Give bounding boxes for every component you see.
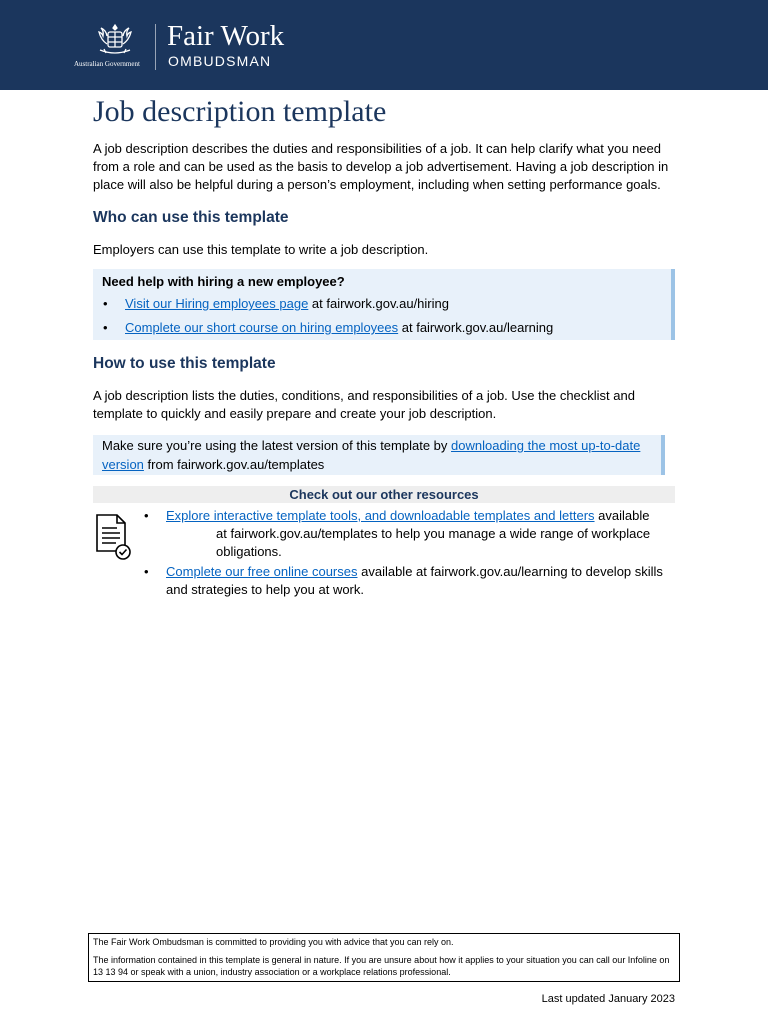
- template-tools-link[interactable]: Explore interactive template tools, and downloadable templates and letters: [166, 508, 595, 523]
- last-updated: Last updated January 2023: [541, 993, 675, 1005]
- link-suffix-continued: at fairwork.gov.au/templates to help you manage a wide range of workplace obligations.: [216, 526, 651, 559]
- page-header: [0, 0, 768, 90]
- who-paragraph: Employers can use this template to write a job description.: [93, 242, 429, 257]
- disclaimer-line-1: The Fair Work Ombudsman is committed to providing you with advice that you can rely on.: [93, 937, 454, 947]
- list-item: [143, 507, 663, 561]
- how-paragraph: A job description lists the duties, conditions, and responsibilities of a job. Use the checklist and template to quickly and easily prepare and create your job description.: [93, 388, 635, 421]
- hiring-help-box: [93, 269, 675, 340]
- government-label: Australian Government: [74, 60, 140, 68]
- link-suffix: available: [594, 508, 650, 523]
- who-heading: Who can use this template: [93, 209, 289, 226]
- version-text-before: Make sure you’re using the latest version of this template by: [102, 438, 452, 453]
- brand-name: Fair Work: [167, 20, 285, 52]
- hiring-help-title: Need help with hiring a new employee?: [102, 274, 345, 289]
- hiring-help-list: [102, 295, 663, 337]
- version-text-after: from fairwork.gov.au/templates: [143, 457, 325, 472]
- version-notice-box: [93, 435, 665, 475]
- document-body: [93, 94, 675, 607]
- brand-divider: [155, 24, 156, 70]
- link-suffix: at fairwork.gov.au/hiring: [308, 296, 449, 311]
- intro-paragraph: A job description describes the duties and responsibilities of a job. It can help clarify what you need from a role and can be used as the basis to develop a job advertisement. Having a job description in place will also be helpful during a person’s employment, including when setting performance goals.: [93, 141, 669, 192]
- resources-section: [93, 507, 675, 607]
- resources-heading: Check out our other resources: [93, 486, 675, 503]
- coat-of-arms-icon: [90, 22, 140, 58]
- brand-subtitle: OMBUDSMAN: [168, 53, 272, 69]
- hiring-employees-link[interactable]: Visit our Hiring employees page: [125, 296, 309, 311]
- how-heading: How to use this template: [93, 355, 276, 372]
- link-suffix: at fairwork.gov.au/learning: [398, 320, 554, 335]
- document-checklist-icon: [93, 513, 133, 561]
- list-item: [143, 563, 663, 599]
- disclaimer-line-2: The information contained in this template is general in nature. If you are unsure about how it applies to your situation you can call our Infoline on 13 13 94 or speak with a union, industry association or a workplace relations professional.: [93, 955, 670, 977]
- online-courses-link[interactable]: Complete our free online courses: [166, 564, 358, 579]
- disclaimer-box: [88, 933, 680, 982]
- list-item: [102, 319, 663, 337]
- link-suffix: available at fairwork.gov.au/learning to develop skills and strategies to help you at work.: [166, 564, 663, 597]
- resources-list: [143, 507, 663, 599]
- short-course-link[interactable]: Complete our short course on hiring employees: [125, 320, 399, 335]
- download-latest-link[interactable]: downloading the most up-to-date version: [102, 438, 641, 472]
- list-item: [102, 295, 663, 313]
- page-title: Job description template: [93, 95, 387, 128]
